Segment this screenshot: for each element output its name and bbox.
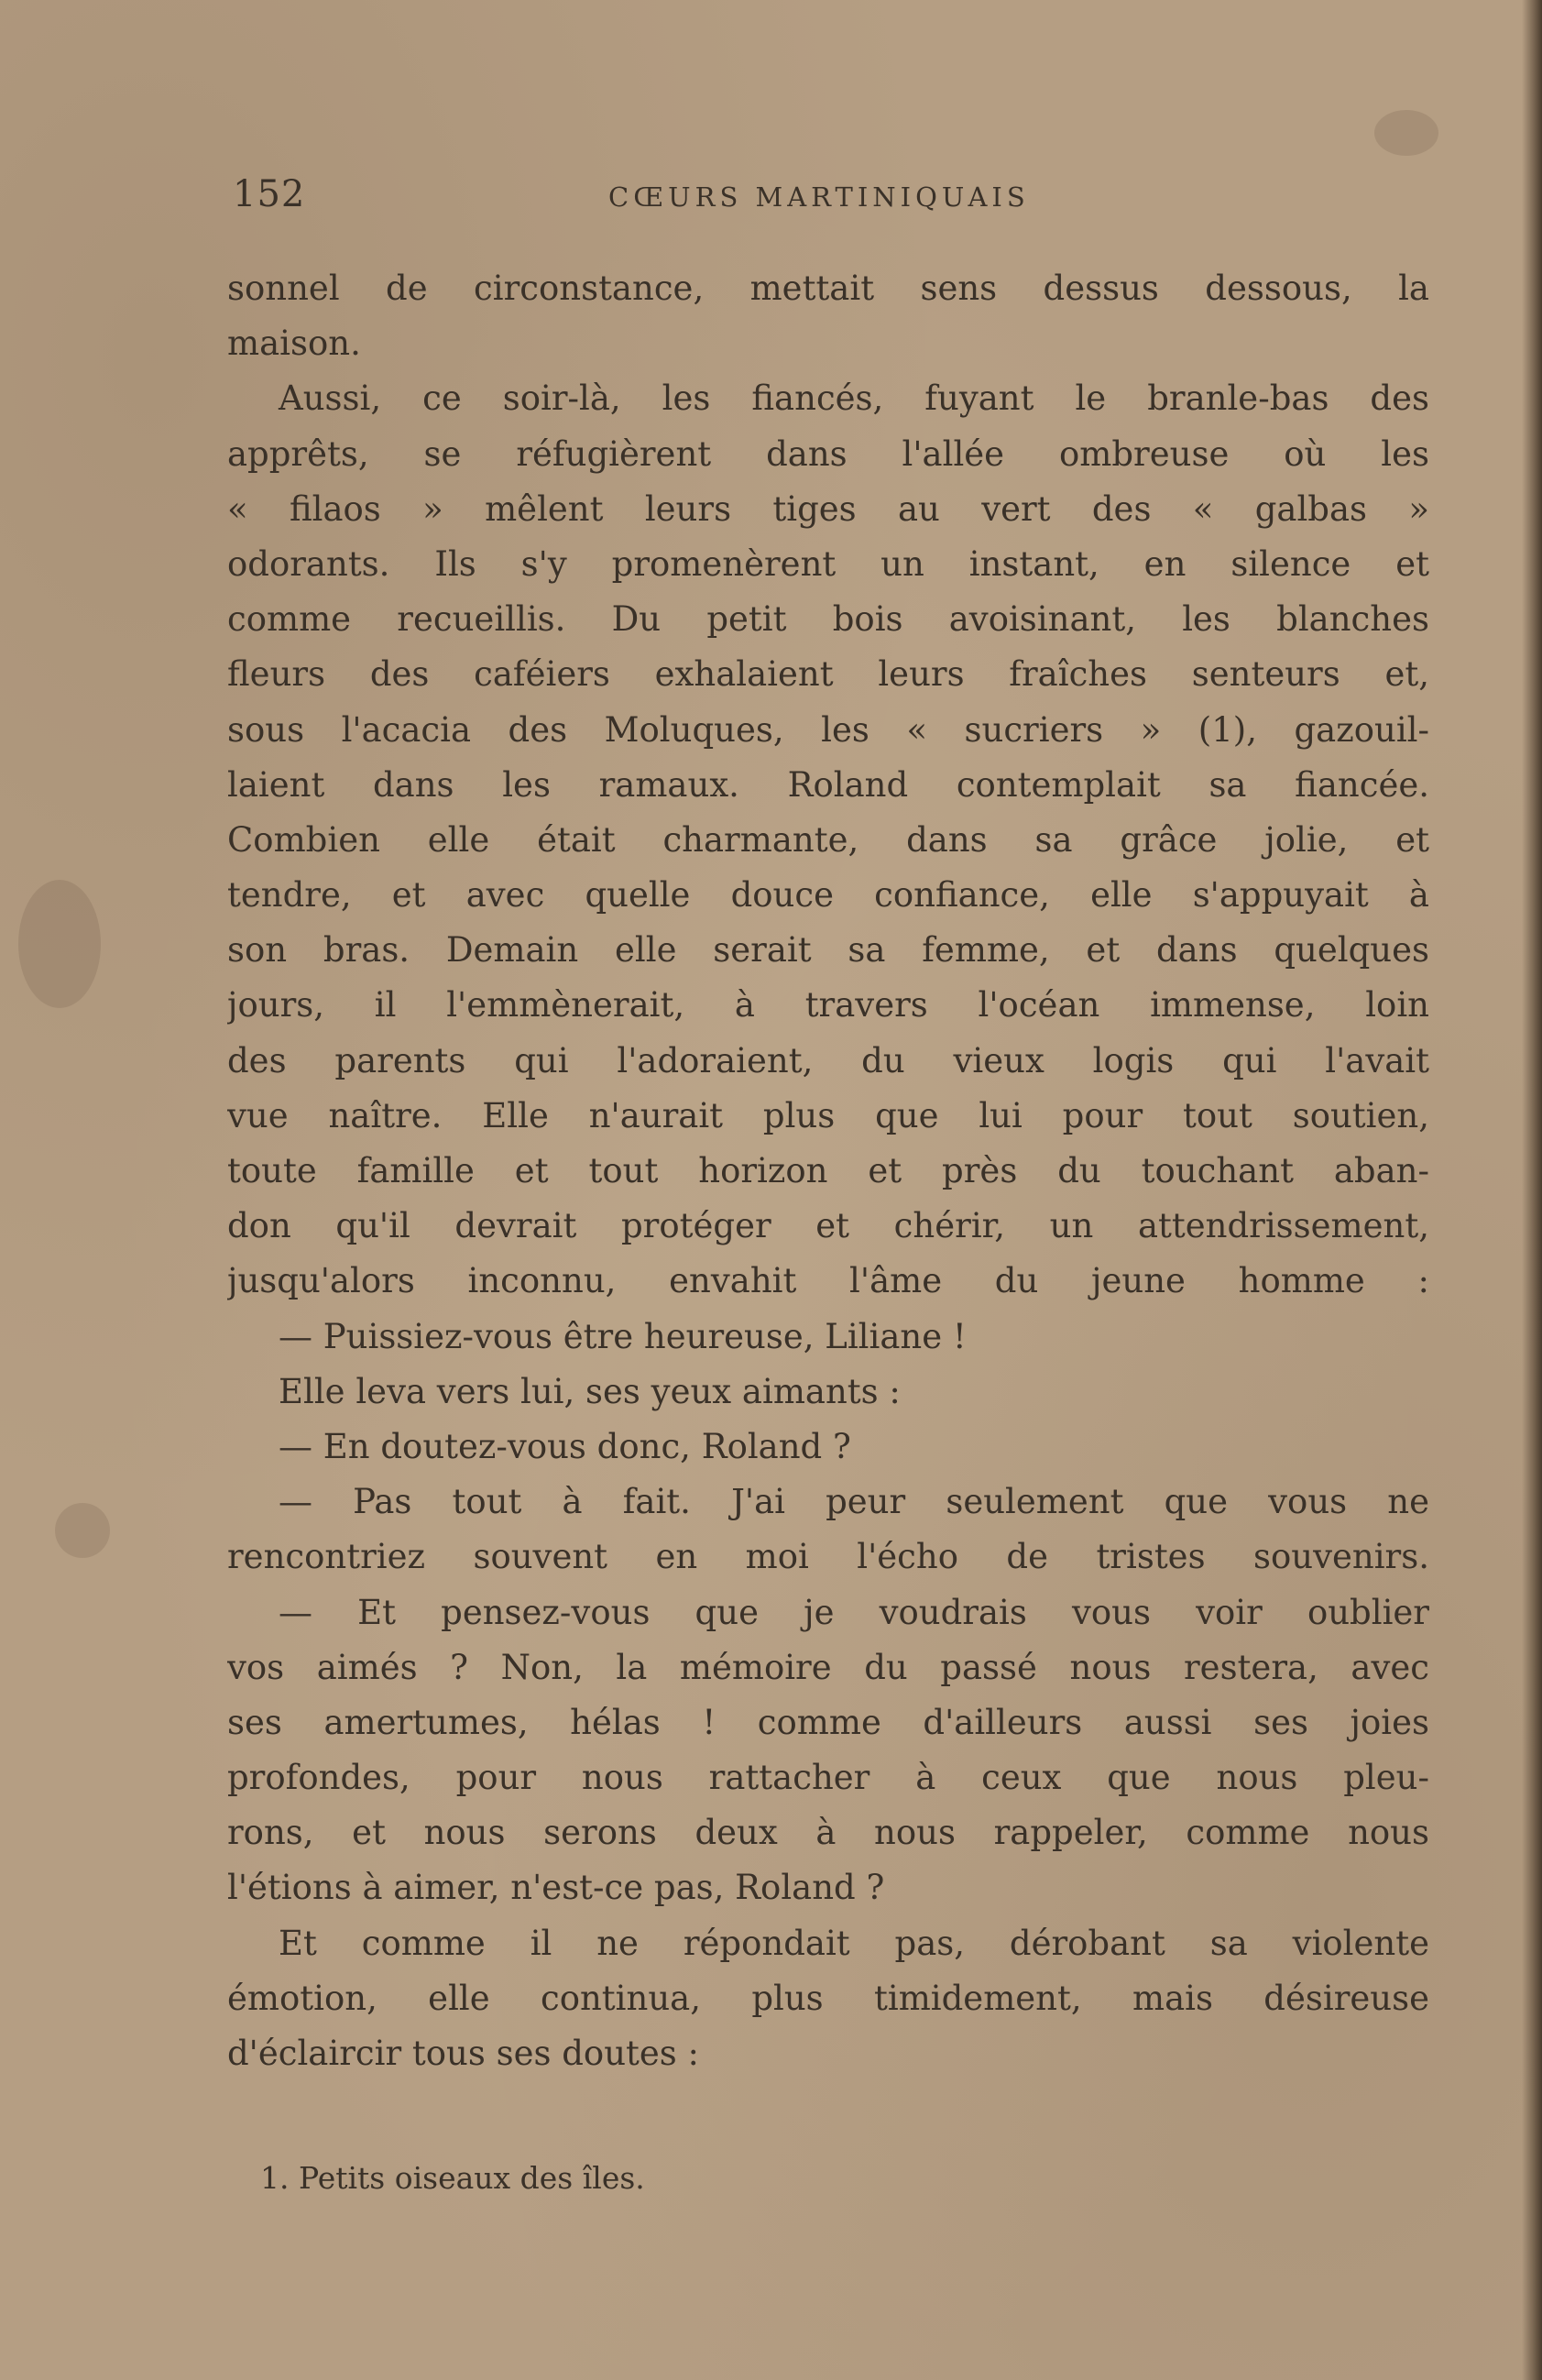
text-line: d'éclaircir tous ses doutes : <box>227 2034 700 2073</box>
text-line: Combien elle était charmante, dans sa grâce jolie, et <box>227 819 1429 860</box>
text-line: vos aimés ? Non, la mémoire du passé nous restera, avec <box>227 1647 1429 1687</box>
text-line: des parents qui l'adoraient, du vieux logis qui l'avait <box>227 1040 1429 1080</box>
text-line: rencontriez souvent en moi l'écho de tristes souvenirs. <box>227 1537 1429 1577</box>
text-line: profondes, pour nous rattacher à ceux que nous pleu- <box>227 1758 1429 1798</box>
text-line: vue naître. Elle n'aurait plus que lui pour tout soutien, <box>227 1095 1429 1135</box>
text-line: « filaos » mêlent leurs tiges au vert des « galbas » <box>227 488 1429 529</box>
text-line: son bras. Demain elle serait sa femme, et dans quelques <box>227 930 1429 971</box>
text-line: laient dans les ramaux. Roland contemplait sa fiancée. <box>227 764 1429 805</box>
text-line: ses amertumes, hélas ! comme d'ailleurs aussi ses joies <box>227 1702 1429 1742</box>
text-line: comme recueillis. Du petit bois avoisinant, les blanches <box>227 599 1429 640</box>
text-line: jours, il l'emmènerait, à travers l'océan immense, loin <box>227 985 1429 1025</box>
text-line: émotion, elle continua, plus timidement, mais désireuse <box>227 1978 1429 2018</box>
text-line: odorants. Ils s'y promenèrent un instant, en silence et <box>227 543 1429 584</box>
text-line: sonnel de circonstance, mettait sens dessus dessous, la <box>227 269 1429 308</box>
page-header <box>233 167 1442 222</box>
page-edge-shadow <box>1522 0 1542 2380</box>
text-line: Aussi, ce soir-là, les fiancés, fuyant le branle-bas des <box>279 378 1429 419</box>
text-line: rons, et nous serons deux à nous rappeler, comme nous <box>227 1813 1429 1853</box>
text-line: — Puissiez-vous être heureuse, Liliane ! <box>279 1316 967 1356</box>
running-title: CŒURS MARTINIQUAIS <box>608 181 1030 213</box>
text-line: fleurs des caféiers exhalaient leurs fraîches senteurs et, <box>227 654 1429 695</box>
text-line: don qu'il devrait protéger et chérir, un attendrissement, <box>227 1206 1429 1246</box>
paper-stain <box>1374 110 1438 156</box>
text-line: apprêts, se réfugièrent dans l'allée ombreuse où les <box>227 433 1429 474</box>
text-line: tendre, et avec quelle douce confiance, elle s'appuyait à <box>227 875 1429 916</box>
footnote: 1. Petits oiseaux des îles. <box>260 2160 645 2196</box>
body-text <box>227 261 1429 2081</box>
text-line: jusqu'alors inconnu, envahit l'âme du jeune homme : <box>227 1261 1429 1301</box>
text-line: — Et pensez-vous que je voudrais vous voir oublier <box>279 1592 1429 1632</box>
text-line: sous l'acacia des Moluques, les « sucriers » (1), gazouil- <box>227 709 1429 750</box>
text-line: l'étions à aimer, n'est-ce pas, Roland ? <box>227 1868 885 1908</box>
text-line: — Pas tout à fait. J'ai peur seulement que vous ne <box>279 1482 1429 1522</box>
text-line: toute famille et tout horizon et près du touchant aban- <box>227 1151 1429 1190</box>
text-line: Et comme il ne répondait pas, dérobant sa violente <box>279 1923 1429 1963</box>
paper-stain <box>18 880 101 1008</box>
paper-stain <box>55 1503 110 1558</box>
text-line: — En doutez-vous donc, Roland ? <box>279 1426 851 1466</box>
page-number: 152 <box>233 173 306 215</box>
text-line: maison. <box>227 324 361 364</box>
text-line: Elle leva vers lui, ses yeux aimants : <box>279 1371 901 1411</box>
